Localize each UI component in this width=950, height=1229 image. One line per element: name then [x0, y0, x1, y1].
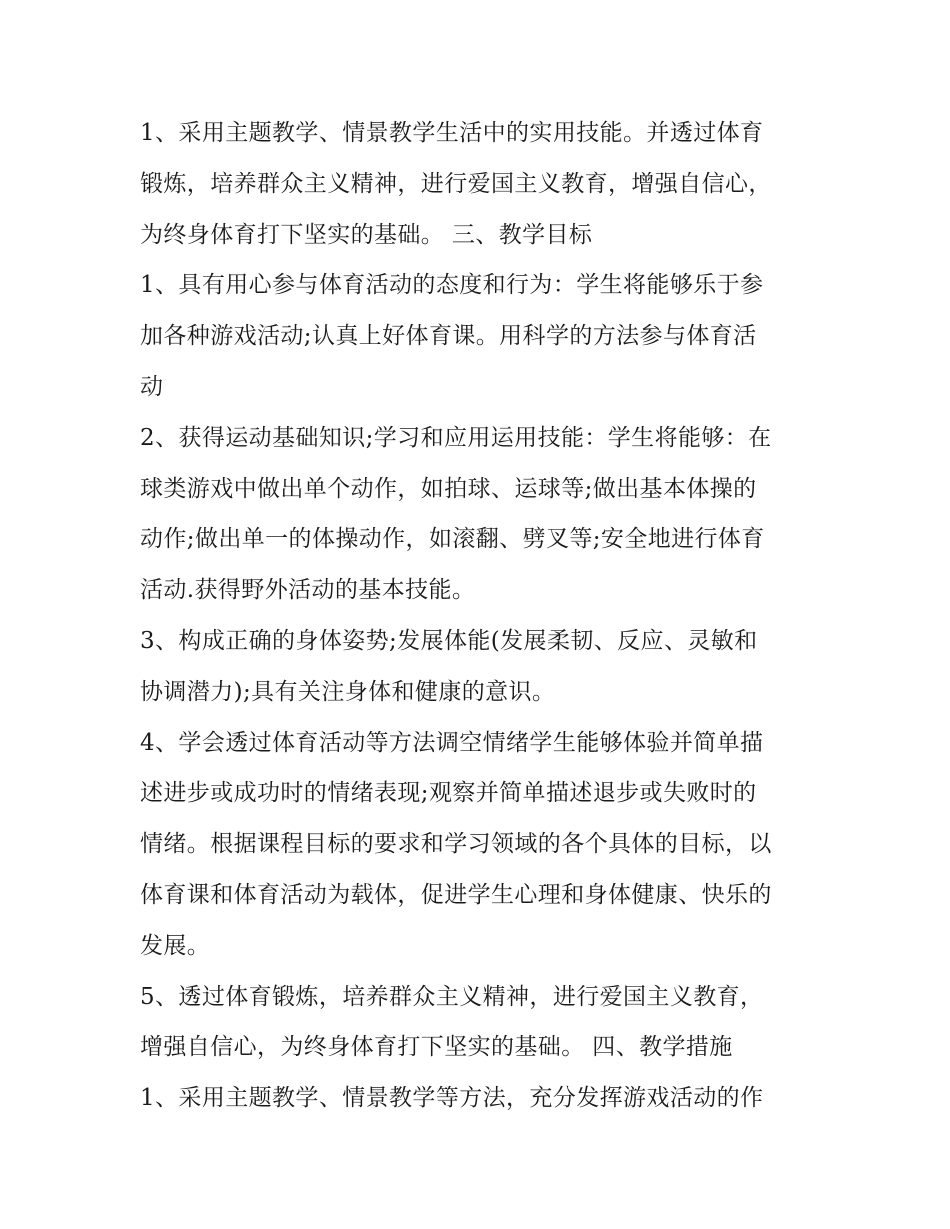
text-line: 动 — [140, 373, 164, 400]
text-line: 4、学会透过体育活动等方法调空情绪学生能够体验并简单描 — [140, 729, 764, 756]
text-line: 2、获得运动基础知识;学习和应用运用技能：学生将能够：在 — [140, 424, 772, 451]
text-line: 活动.获得野外活动的基本技能。 — [140, 577, 476, 604]
text-line: 3、构成正确的身体姿势;发展体能(发展柔韧、反应、灵敏和 — [140, 627, 758, 654]
text-line: 1、采用主题教学、情景教学等方法，充分发挥游戏活动的作 — [140, 1085, 764, 1112]
text-line: 为终身体育打下坚实的基础。 三、教学目标 — [140, 221, 593, 248]
text-line: 协调潜力);具有关注身体和健康的意识。 — [140, 678, 556, 705]
text-line: 发展。 — [140, 932, 211, 959]
document-body — [140, 108, 820, 1124]
text-line: 动作;做出单一的体操动作，如滚翻、劈叉等;安全地进行体育 — [140, 526, 765, 553]
text-line: 加各种游戏活动;认真上好体育课。用科学的方法参与体育活 — [140, 323, 757, 350]
text-line: 体育课和体育活动为载体，促进学生心理和身体健康、快乐的 — [140, 881, 772, 908]
text-line: 述进步或成功时的情绪表现;观察并简单描述退步或失败时的 — [140, 780, 757, 807]
text-line: 锻炼，培养群众主义精神，进行爱国主义教育，增强自信心， — [140, 170, 772, 197]
text-line: 球类游戏中做出单个动作，如拍球、运球等;做出基本体操的 — [140, 475, 757, 502]
text-line: 增强自信心，为终身体育打下坚实的基础。 四、教学措施 — [140, 1034, 733, 1061]
text-line: 情绪。根据课程目标的要求和学习领域的各个具体的目标，以 — [140, 831, 772, 858]
text-line: 5、透过体育锻炼，培养群众主义精神，进行爱国主义教育， — [140, 983, 764, 1010]
text-line: 1、采用主题教学、情景教学生活中的实用技能。并透过体育 — [140, 120, 764, 146]
text-line: 1、具有用心参与体育活动的态度和行为：学生将能够乐于参 — [140, 272, 764, 299]
